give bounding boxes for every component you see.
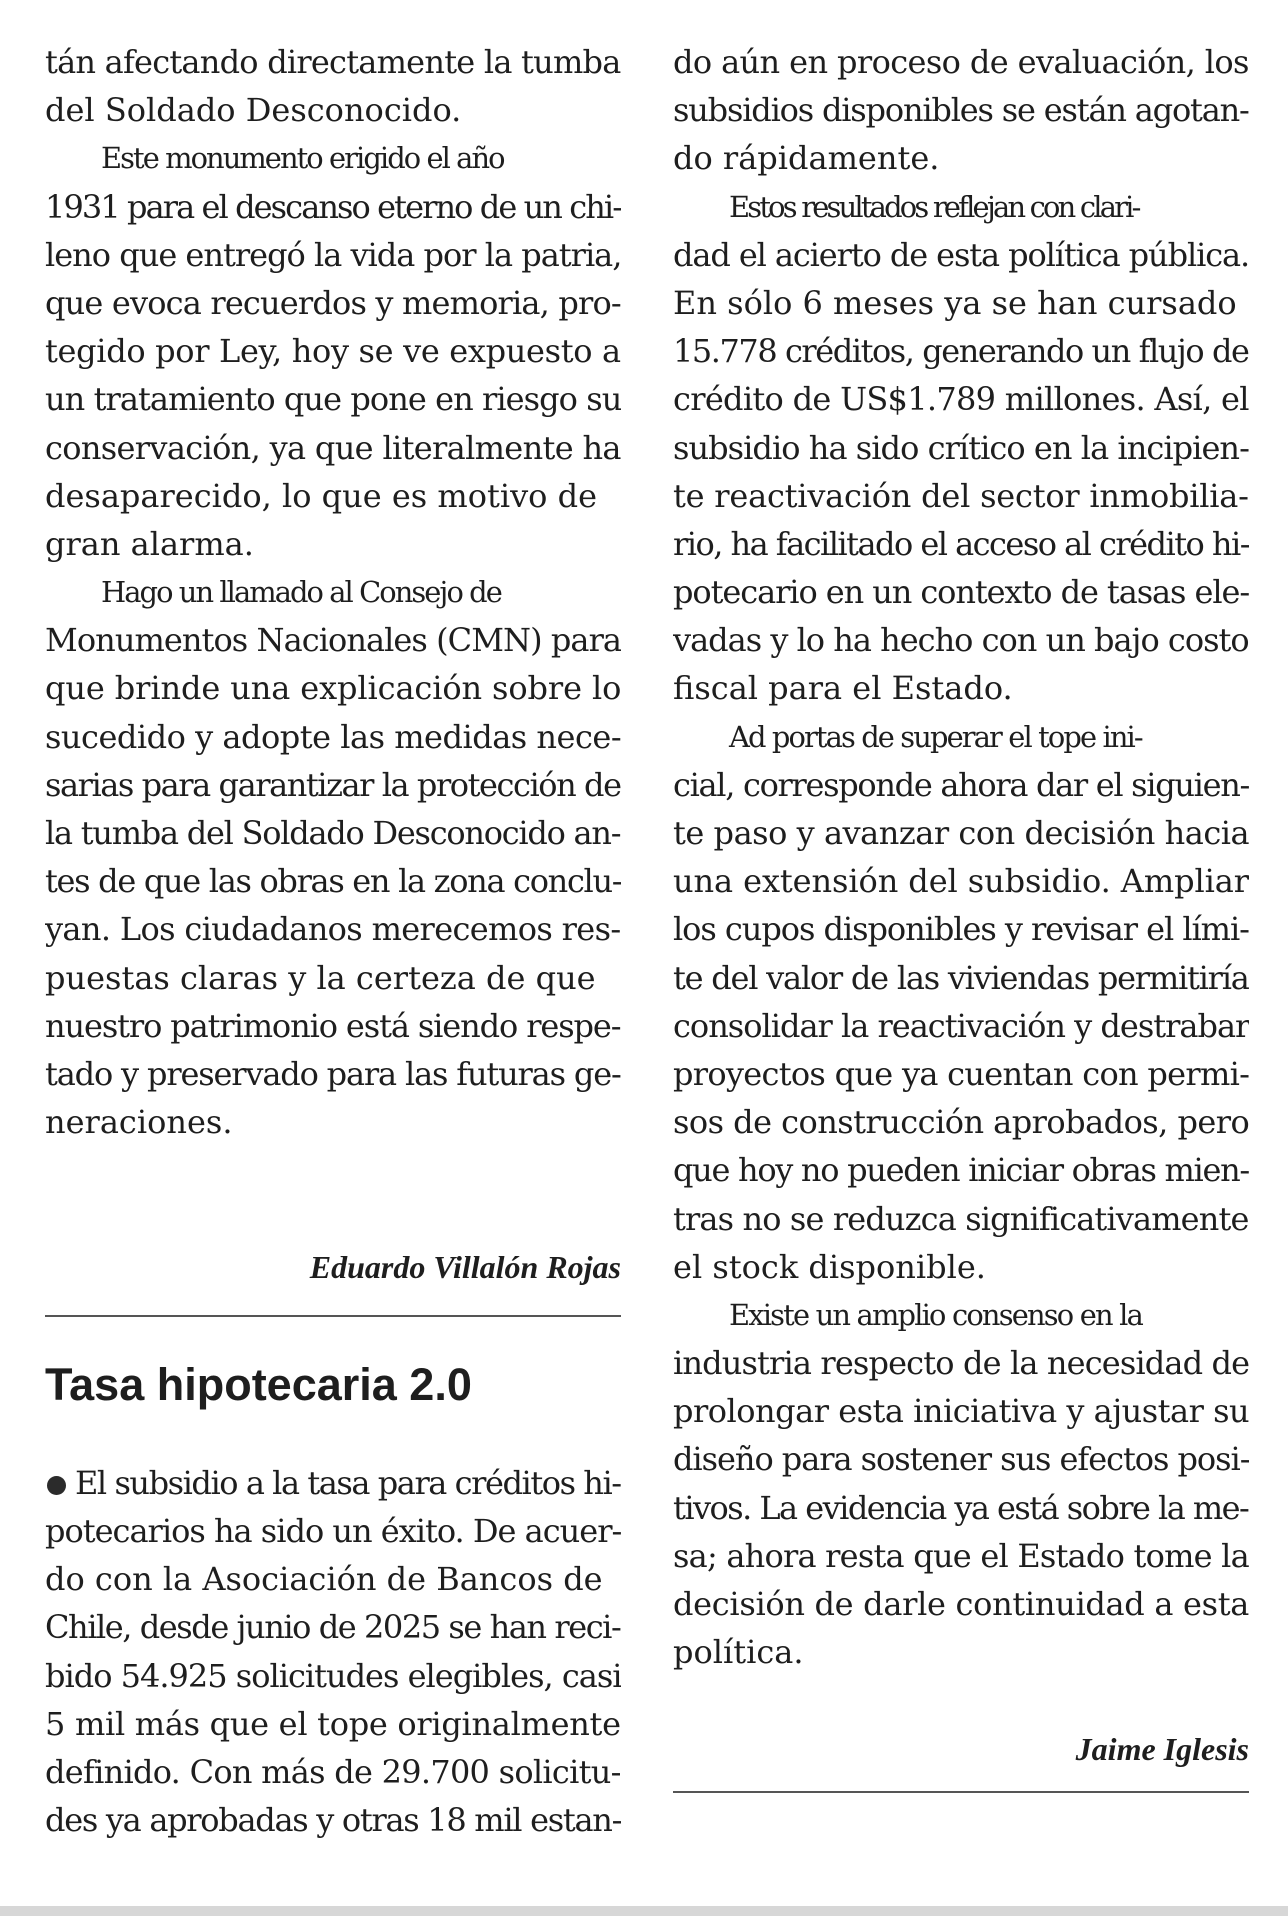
text-line: decisión de darle continuidad a esta — [673, 1585, 1249, 1623]
spacer — [673, 1676, 1249, 1724]
text-line: rio, ha facilitado el acceso al crédito hi- — [673, 524, 1249, 563]
text-line: tán afectando directamente la tumba — [45, 43, 621, 81]
text-line: gran alarma. — [45, 524, 254, 563]
text-line: fiscal para el Estado. — [673, 669, 1013, 708]
text-line: subsidios disponibles se están agotan- — [673, 91, 1249, 130]
text-line: te del valor de las viviendas permitiría — [673, 958, 1249, 997]
text-line: yan. Los ciudadanos merecemos res- — [45, 910, 621, 949]
text-line: des ya aprobadas y otras 18 mil estan- — [45, 1801, 621, 1840]
text-line: sos de construcción aprobados, pero — [673, 1103, 1249, 1142]
text-line: dad el acierto de esta política pública. — [673, 235, 1249, 274]
text-line: política. — [673, 1633, 804, 1672]
text-line: puestas claras y la certeza de que — [45, 958, 596, 997]
text-line: del Soldado Desconocido. — [45, 91, 462, 130]
section-divider — [673, 1791, 1249, 1793]
text-line: crédito de US$1.789 millones. Así, el — [673, 380, 1249, 419]
text-line: neraciones. — [45, 1103, 233, 1142]
text-line: 1931 para el descanso eterno de un chi- — [45, 187, 621, 226]
text-line: Monumentos Nacionales (CMN) para — [45, 621, 621, 660]
text-line: definido. Con más de 29.700 solicitu- — [45, 1753, 621, 1792]
text-line: sarias para garantizar la protección de — [45, 765, 621, 804]
text-line: tivos. La evidencia ya está sobre la me- — [673, 1488, 1249, 1527]
text-line: el stock disponible. — [673, 1247, 986, 1286]
text-line — [45, 1459, 621, 1507]
text-line: tes de que las obras en la zona conclu- — [45, 862, 621, 901]
text-line: En sólo 6 meses ya se han cursado — [673, 283, 1237, 322]
text-line: te reactivación del sector inmobilia- — [673, 476, 1249, 515]
text-line: bido 54.925 solicitudes elegibles, casi — [45, 1656, 621, 1695]
text-line: consolidar la reactivación y destrabar — [673, 1006, 1249, 1045]
spacer — [45, 1146, 621, 1242]
text-line: tegido por Ley, hoy se ve expuesto a — [45, 332, 621, 371]
bottom-edge — [0, 1906, 1288, 1916]
text-line: diseño para sostener sus efectos posi- — [673, 1440, 1249, 1479]
text-line: tado y preservado para las futuras ge- — [45, 1054, 621, 1093]
text-line: sucedido y adopte las medidas nece- — [45, 717, 621, 756]
text-line: Este monumento erigido el año — [101, 141, 504, 176]
text-line: Chile, desde junio de 2025 se han reci- — [45, 1608, 621, 1647]
text-line: la tumba del Soldado Desconocido an- — [45, 814, 621, 852]
text-line: leno que entregó la vida por la patria, — [45, 235, 621, 274]
text-line: potecarios ha sido un éxito. De acuer- — [45, 1512, 621, 1551]
text-line-content: El subsidio a la tasa para créditos hi- — [75, 1463, 621, 1502]
text-line: do aún en proceso de evaluación, los — [673, 43, 1249, 81]
text-line: 5 mil más que el tope originalmente — [45, 1704, 621, 1743]
letter-heading: Tasa hipotecaria 2.0 — [45, 1358, 472, 1410]
text-line: prolongar esta iniciativa y ajustar su — [673, 1392, 1249, 1431]
left-column — [45, 38, 621, 1844]
text-line: desaparecido, lo que es motivo de — [45, 476, 598, 515]
text-line: tras no se reduzca significativamente — [673, 1199, 1249, 1238]
text-line: industria respecto de la necesidad de — [673, 1344, 1249, 1383]
spacer — [45, 1415, 621, 1459]
text-line: conservación, ya que literalmente ha — [45, 428, 621, 467]
text-line: do rápidamente. — [673, 139, 940, 178]
author-signature: Jaime Iglesis — [1075, 1730, 1249, 1767]
text-line: que hoy no pueden iniciar obras mien- — [673, 1151, 1249, 1190]
text-line: potecario en un contexto de tasas ele- — [673, 573, 1249, 612]
text-line: te paso y avanzar con decisión hacia — [673, 814, 1249, 852]
text-line: Ad portas de superar el tope ini- — [729, 719, 1142, 754]
bullet-icon — [47, 1476, 66, 1495]
text-line: cial, corresponde ahora dar el siguien- — [673, 765, 1249, 804]
section-divider — [45, 1315, 621, 1317]
author-signature: Eduardo Villalón Rojas — [309, 1248, 621, 1285]
text-line: nuestro patrimonio está siendo respe- — [45, 1006, 621, 1045]
text-line: una extensión del subsidio. Ampliar — [673, 862, 1249, 901]
text-line: los cupos disponibles y revisar el lími- — [673, 910, 1249, 949]
text-line: Estos resultados reflejan con clari- — [729, 189, 1139, 224]
text-line: do con la Asociación de Bancos de — [45, 1560, 603, 1599]
text-line: sa; ahora resta que el Estado tome la — [673, 1536, 1249, 1575]
right-column — [673, 38, 1249, 1793]
text-line: vadas y lo ha hecho con un bajo costo — [673, 621, 1249, 660]
text-line: Existe un amplio consenso en la — [729, 1297, 1143, 1332]
text-line: Hago un llamado al Consejo de — [101, 575, 501, 610]
text-line: 15.778 créditos, generando un flujo de — [673, 332, 1249, 371]
text-line: proyectos que ya cuentan con permi- — [673, 1054, 1249, 1093]
text-line: subsidio ha sido crítico en la incipien- — [673, 428, 1249, 467]
text-line: que evoca recuerdos y memoria, pro- — [45, 283, 621, 322]
text-line: un tratamiento que pone en riesgo su — [45, 380, 621, 419]
text-line: que brinde una explicación sobre lo — [45, 669, 621, 708]
